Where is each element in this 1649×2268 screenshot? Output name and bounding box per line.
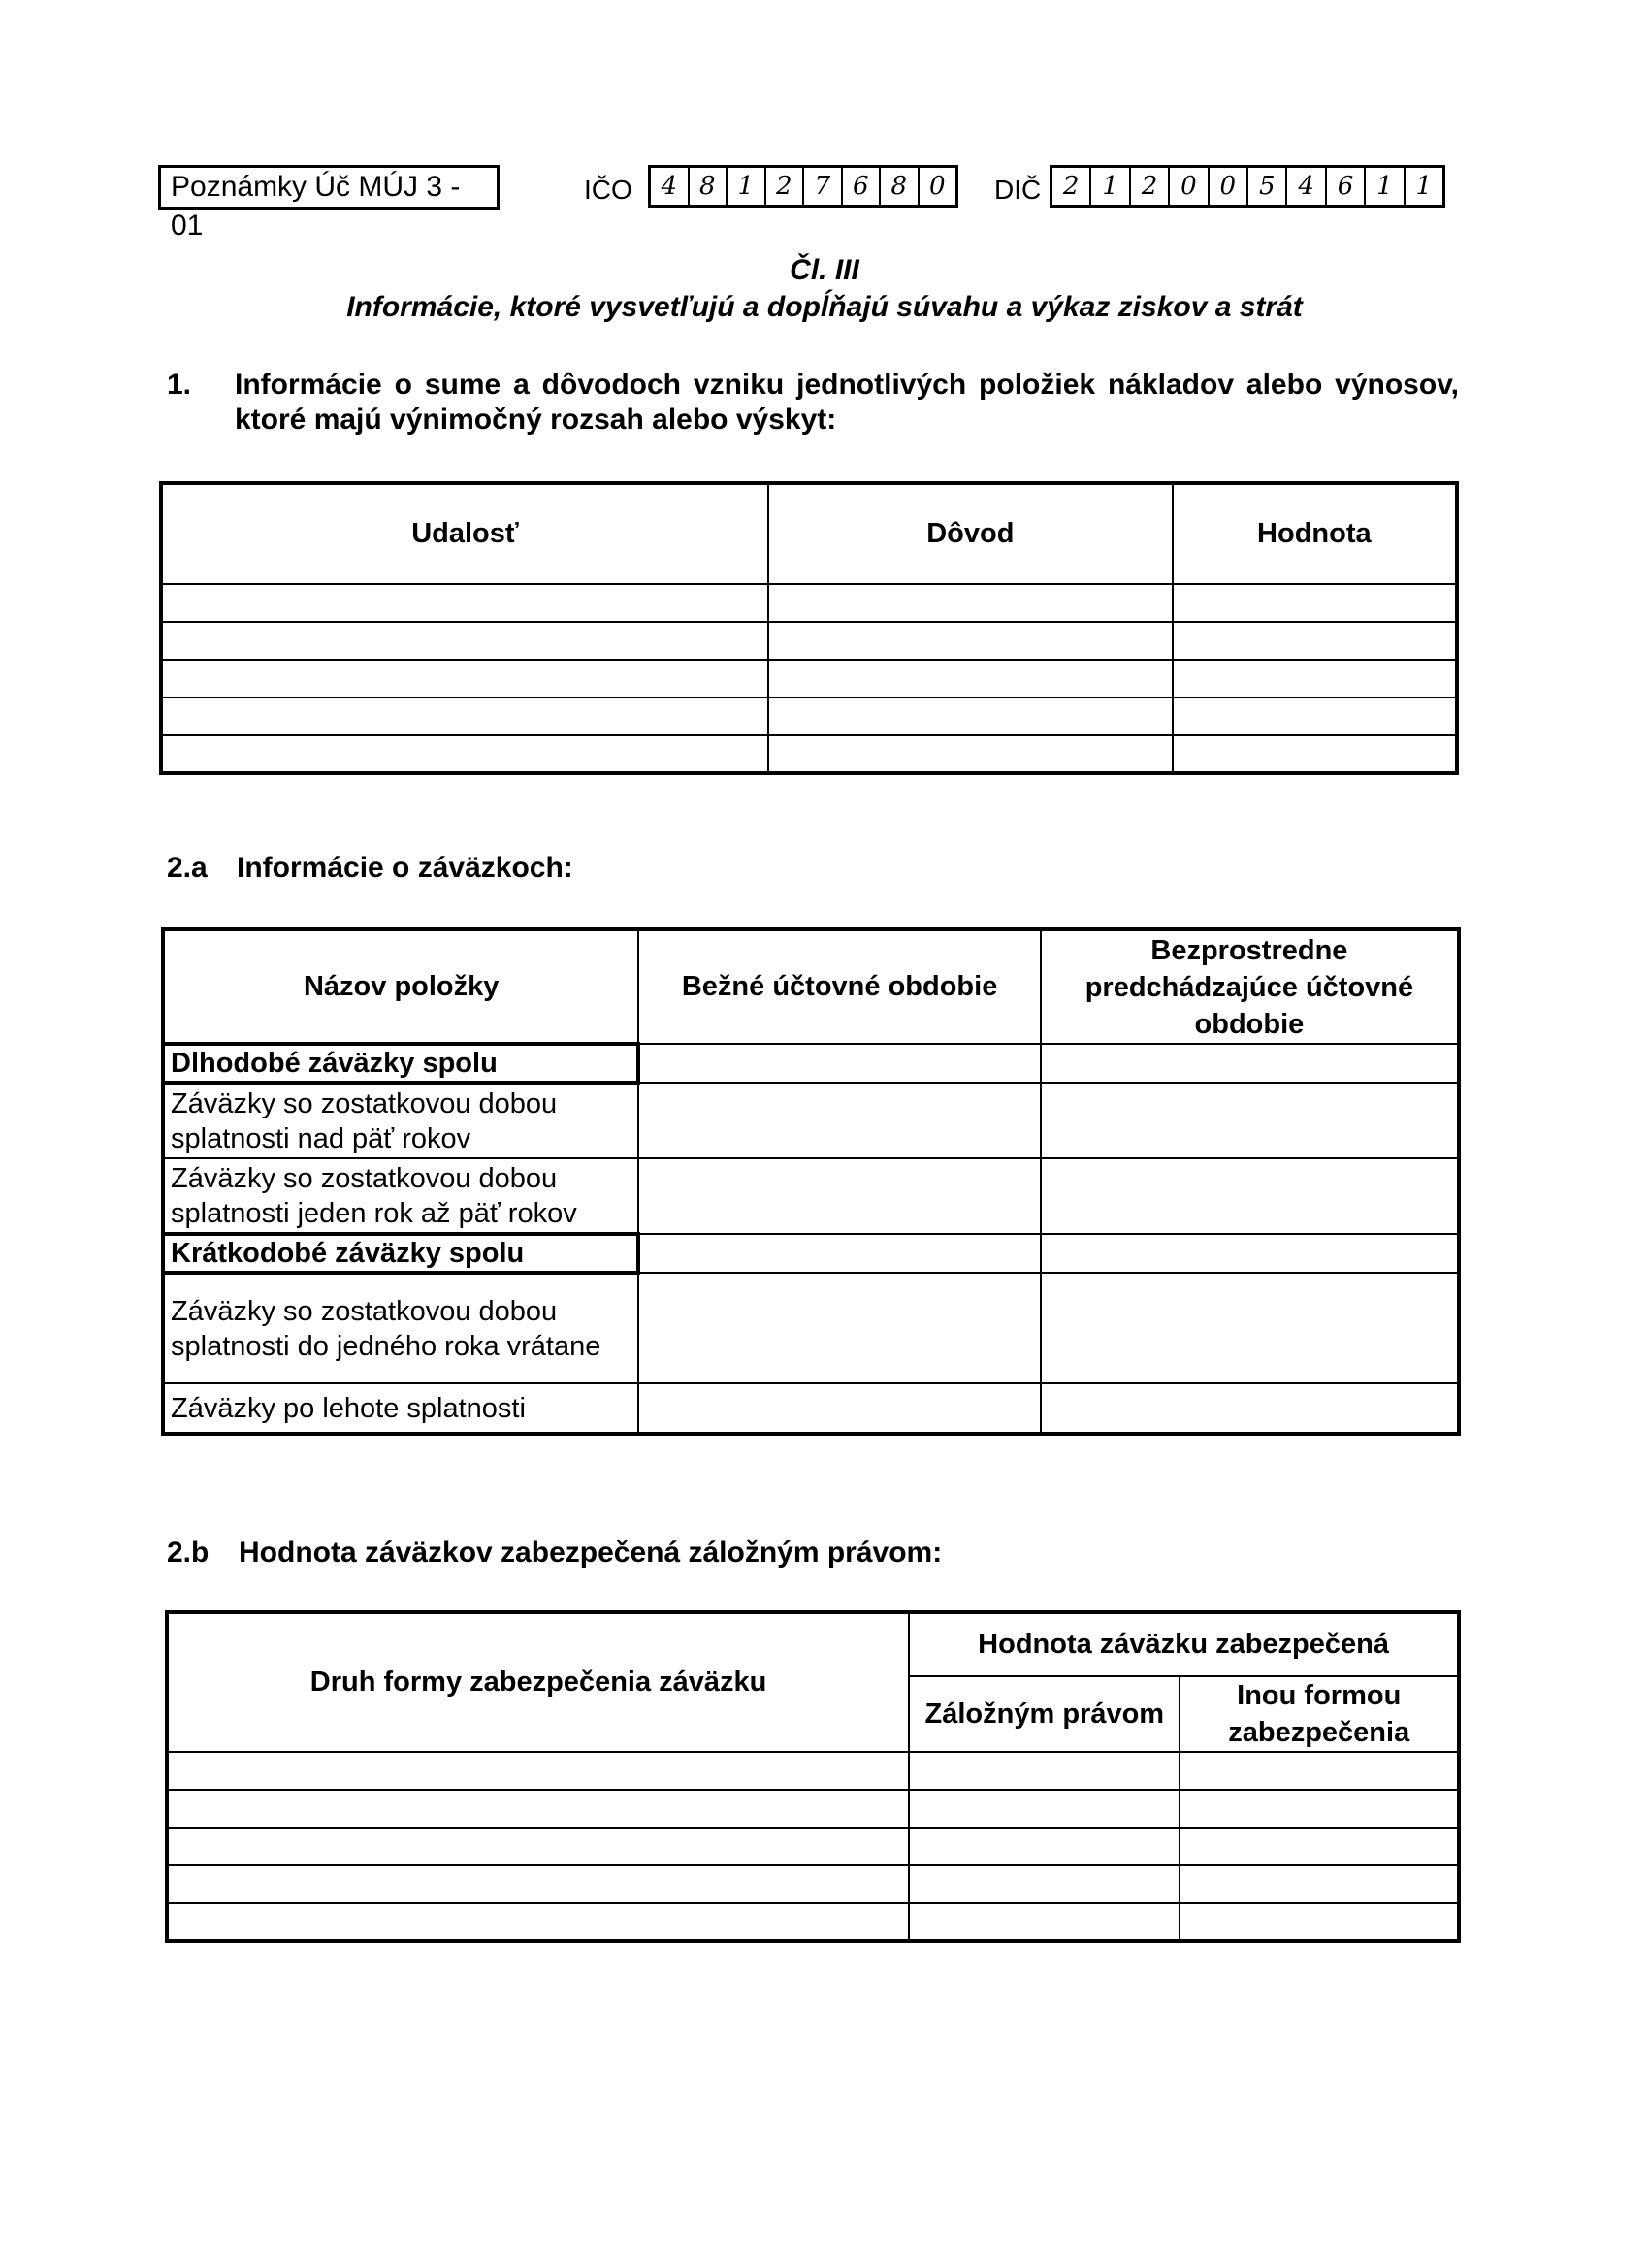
table-row bbox=[161, 735, 1457, 773]
table-cell[interactable] bbox=[768, 622, 1173, 660]
col-header-value: Hodnota bbox=[1173, 483, 1457, 584]
ico-digit: 8 bbox=[690, 168, 728, 205]
dic-digit: 1 bbox=[1091, 168, 1130, 205]
ico-label: IČO bbox=[584, 175, 632, 205]
table-cell[interactable] bbox=[768, 660, 1173, 697]
dic-label: DIČ bbox=[994, 175, 1042, 205]
col-header-security-type: Druh formy zabezpečenia záväzku bbox=[167, 1612, 909, 1752]
article-title: Informácie, ktoré vysvetľujú a dopĺňajú súvahu a výkaz ziskov a strát bbox=[346, 291, 1303, 323]
ico-digits bbox=[648, 165, 958, 208]
col-header-secured-value: Hodnota záväzku zabezpečená bbox=[909, 1612, 1459, 1676]
table-cell[interactable] bbox=[167, 1752, 909, 1790]
dic-digit: 4 bbox=[1287, 168, 1326, 205]
table-cell[interactable] bbox=[1173, 584, 1457, 622]
ico-digit: 6 bbox=[843, 168, 882, 205]
table-cell[interactable] bbox=[768, 735, 1173, 773]
row-label: Záväzky po lehote splatnosti bbox=[163, 1383, 638, 1434]
article-number: Čl. III bbox=[790, 254, 859, 286]
table-cell[interactable] bbox=[1180, 1903, 1459, 1941]
table-cell[interactable] bbox=[909, 1790, 1180, 1828]
section2b-table bbox=[165, 1610, 1461, 1943]
section2a-title: Informácie o záväzkoch: bbox=[237, 852, 573, 884]
table-cell[interactable] bbox=[167, 1790, 909, 1828]
table-row bbox=[161, 622, 1457, 660]
table-cell[interactable] bbox=[161, 622, 768, 660]
table-cell[interactable] bbox=[1041, 1234, 1459, 1273]
table-row bbox=[163, 1158, 1459, 1234]
dic-digits bbox=[1050, 165, 1445, 208]
table-cell[interactable] bbox=[167, 1828, 909, 1865]
table-cell[interactable] bbox=[1180, 1752, 1459, 1790]
ico-digit: 0 bbox=[928, 172, 946, 201]
table-cell[interactable] bbox=[1173, 735, 1457, 773]
ico-digit: 2 bbox=[766, 168, 805, 205]
table-row bbox=[163, 1083, 1459, 1158]
col-header-line: Inou formou bbox=[1237, 1680, 1402, 1711]
table-cell[interactable] bbox=[161, 584, 768, 622]
col-header-event: Udalosť bbox=[161, 483, 768, 584]
table-row bbox=[167, 1790, 1459, 1828]
col-header-previous-period: Bezprostredne predchádzajúce účtovné obdobie bbox=[1041, 929, 1459, 1044]
table-cell[interactable] bbox=[768, 584, 1173, 622]
table-cell[interactable] bbox=[1173, 697, 1457, 735]
section1-table bbox=[159, 481, 1459, 775]
table-row bbox=[163, 1383, 1459, 1434]
table-cell[interactable] bbox=[167, 1865, 909, 1903]
table-cell[interactable] bbox=[638, 1383, 1040, 1434]
table-cell[interactable] bbox=[1041, 1044, 1459, 1083]
table-row bbox=[167, 1865, 1459, 1903]
table-row bbox=[161, 584, 1457, 622]
dic-digit: 2 bbox=[1131, 168, 1170, 205]
table-cell[interactable] bbox=[909, 1865, 1180, 1903]
row-label-line: splatnosti nad päť rokov bbox=[171, 1122, 471, 1154]
table-row bbox=[163, 1234, 1459, 1273]
dic-digit: 1 bbox=[1366, 168, 1405, 205]
table-row bbox=[167, 1752, 1459, 1790]
table-cell[interactable] bbox=[167, 1903, 909, 1941]
row-label-line: splatnosti jeden rok až päť rokov bbox=[171, 1197, 577, 1229]
table-row bbox=[161, 697, 1457, 735]
dic-digit: 1 bbox=[1415, 172, 1433, 201]
table-cell[interactable] bbox=[909, 1828, 1180, 1865]
ico-digit: 1 bbox=[728, 168, 766, 205]
col-header-item-name: Názov položky bbox=[163, 929, 638, 1044]
col-header-lien: Záložným právom bbox=[909, 1676, 1180, 1752]
table-cell[interactable] bbox=[161, 660, 768, 697]
row-label: Krátkodobé záväzky spolu bbox=[163, 1234, 638, 1273]
table-cell[interactable] bbox=[638, 1234, 1040, 1273]
section2a-number: 2.a bbox=[167, 852, 208, 884]
table-cell[interactable] bbox=[909, 1903, 1180, 1941]
row-label bbox=[163, 1083, 638, 1158]
table-row bbox=[167, 1903, 1459, 1941]
table-row bbox=[167, 1828, 1459, 1865]
table-cell[interactable] bbox=[161, 697, 768, 735]
table-cell[interactable] bbox=[909, 1752, 1180, 1790]
dic-digit: 0 bbox=[1170, 168, 1209, 205]
table-cell[interactable] bbox=[1173, 622, 1457, 660]
row-label-line: Záväzky so zostatkovou dobou bbox=[171, 1087, 558, 1119]
table-header-row bbox=[163, 929, 1459, 1044]
col-header-other-form bbox=[1180, 1676, 1459, 1752]
table-cell[interactable] bbox=[1041, 1083, 1459, 1158]
dic-digit: 6 bbox=[1327, 168, 1366, 205]
col-header-current-period: Bežné účtovné obdobie bbox=[638, 929, 1040, 1044]
form-label: Poznámky Úč MÚJ 3 - 01 bbox=[158, 165, 500, 210]
row-label: Dlhodobé záväzky spolu bbox=[163, 1044, 638, 1083]
section2b-title: Hodnota záväzkov zabezpečená záložným právom: bbox=[239, 1537, 943, 1569]
row-label bbox=[163, 1158, 638, 1234]
row-label-line: Záväzky so zostatkovou dobou bbox=[171, 1162, 558, 1194]
table-cell[interactable] bbox=[1041, 1383, 1459, 1434]
table-header-row bbox=[167, 1612, 1459, 1676]
table-cell[interactable] bbox=[161, 735, 768, 773]
ico-digit: 7 bbox=[804, 168, 843, 205]
col-header-line: zabezpečenia bbox=[1228, 1717, 1410, 1748]
row-label-line: Záväzky so zostatkovou dobou bbox=[171, 1295, 558, 1327]
section2a-table bbox=[161, 927, 1461, 1436]
section2b-number: 2.b bbox=[167, 1537, 210, 1569]
ico-digit: 8 bbox=[881, 168, 920, 205]
section1-text-line1: Informácie o sume a dôvodoch vzniku jednotlivých položiek nákladov alebo výnosov, bbox=[235, 369, 1459, 401]
table-cell[interactable] bbox=[1180, 1865, 1459, 1903]
row-label-line: splatnosti do jedného roka vrátane bbox=[171, 1330, 601, 1362]
dic-digit: 5 bbox=[1248, 168, 1287, 205]
ico-digit: 4 bbox=[651, 168, 690, 205]
table-header-row bbox=[161, 483, 1457, 584]
dic-digit: 2 bbox=[1052, 168, 1091, 205]
table-cell[interactable] bbox=[638, 1044, 1040, 1083]
table-cell[interactable] bbox=[638, 1083, 1040, 1158]
table-cell[interactable] bbox=[768, 697, 1173, 735]
table-row bbox=[161, 660, 1457, 697]
table-cell[interactable] bbox=[638, 1273, 1040, 1383]
table-row bbox=[163, 1273, 1459, 1383]
table-row bbox=[163, 1044, 1459, 1083]
col-header-reason: Dôvod bbox=[768, 483, 1173, 584]
table-cell[interactable] bbox=[1041, 1273, 1459, 1383]
table-cell[interactable] bbox=[638, 1158, 1040, 1234]
row-label bbox=[163, 1273, 638, 1383]
section1-text-line2: ktoré majú výnimočný rozsah alebo výskyt: bbox=[235, 404, 837, 436]
dic-digit: 0 bbox=[1210, 168, 1248, 205]
table-cell[interactable] bbox=[1173, 660, 1457, 697]
table-cell[interactable] bbox=[1041, 1158, 1459, 1234]
table-cell[interactable] bbox=[1180, 1828, 1459, 1865]
section1-number: 1. bbox=[167, 369, 192, 401]
table-cell[interactable] bbox=[1180, 1790, 1459, 1828]
